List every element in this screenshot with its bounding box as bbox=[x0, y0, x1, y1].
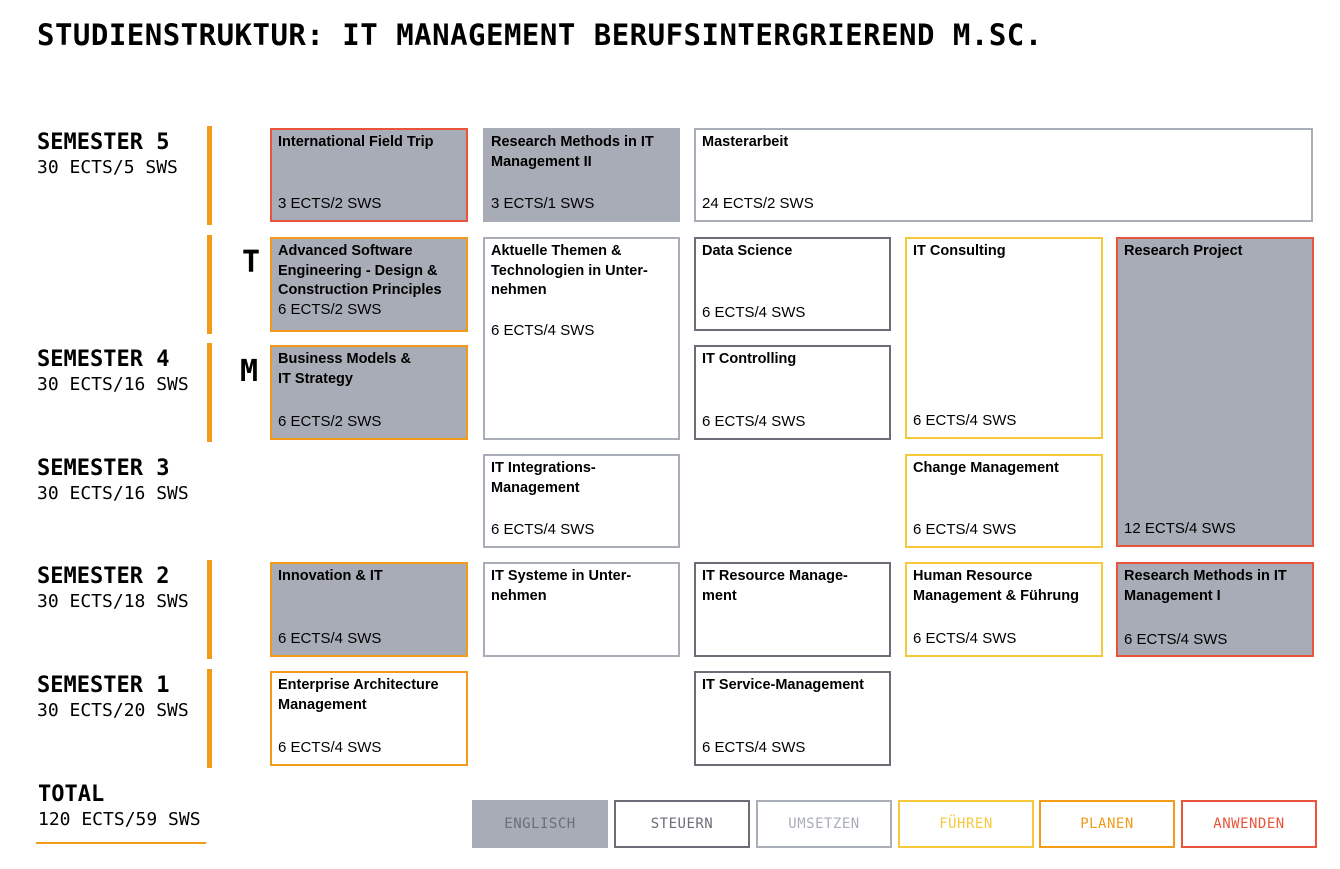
module-title: IT Resource Manage-ment bbox=[702, 568, 848, 604]
semester-name: SEMESTER 3 bbox=[37, 456, 170, 481]
semester-credits: 30 ECTS/16 SWS bbox=[37, 374, 189, 395]
total-credits: 120 ECTS/59 SWS bbox=[38, 809, 201, 830]
module-title: IT Controlling bbox=[702, 351, 797, 367]
module-title: IT Consulting bbox=[913, 243, 1006, 259]
legend-anwenden: ANWENDEN bbox=[1181, 800, 1317, 848]
semester-2-bar bbox=[207, 560, 212, 659]
module-title: Business Models & IT Strategy bbox=[278, 351, 411, 387]
module-title: Masterarbeit bbox=[702, 134, 789, 150]
semester-4-bar-top bbox=[207, 235, 212, 334]
module-research-methods-2 bbox=[483, 128, 680, 222]
module-credits: 6 ECTS/4 SWS bbox=[913, 412, 1017, 429]
module-credits: 6 ECTS/2 SWS bbox=[278, 301, 382, 318]
module-change-management bbox=[905, 454, 1103, 548]
module-title: Aktuelle Themen & Technologien in Unter-nehmen bbox=[491, 243, 648, 298]
module-credits: 3 ECTS/1 SWS bbox=[491, 195, 595, 212]
track-m-label: M bbox=[240, 354, 259, 389]
module-title: Enterprise Architecture Management bbox=[278, 677, 439, 713]
module-human-resource bbox=[905, 562, 1103, 657]
module-business-models bbox=[270, 345, 468, 440]
legend-englisch: ENGLISCH bbox=[472, 800, 608, 848]
module-credits: 6 ECTS/4 SWS bbox=[702, 413, 806, 430]
module-title: Innovation & IT bbox=[278, 568, 383, 584]
module-it-service-management bbox=[694, 671, 891, 766]
module-it-systeme bbox=[483, 562, 680, 657]
total-label bbox=[38, 782, 201, 830]
semester-credits: 30 ECTS/20 SWS bbox=[37, 700, 189, 721]
module-research-project bbox=[1116, 237, 1314, 547]
module-research-methods-1 bbox=[1116, 562, 1314, 657]
module-title: IT Service-Management bbox=[702, 677, 864, 693]
module-it-controlling bbox=[694, 345, 891, 440]
semester-name: SEMESTER 1 bbox=[37, 673, 170, 698]
module-it-consulting bbox=[905, 237, 1103, 439]
module-credits: 6 ECTS/4 SWS bbox=[702, 739, 806, 756]
page-title: STUDIENSTRUKTUR: IT MANAGEMENT BERUFSINTERGRIEREND M.SC. bbox=[37, 18, 1043, 52]
module-aktuelle-themen bbox=[483, 237, 680, 440]
module-title: Change Management bbox=[913, 460, 1059, 476]
semester-credits: 30 ECTS/16 SWS bbox=[37, 483, 189, 504]
module-credits: 6 ECTS/4 SWS bbox=[278, 630, 382, 647]
semester-2-label bbox=[37, 564, 189, 612]
module-title: Research Methods in IT Management II bbox=[491, 134, 654, 170]
semester-1-bar bbox=[207, 669, 212, 768]
semester-credits: 30 ECTS/5 SWS bbox=[37, 157, 178, 178]
module-credits: 6 ECTS/4 SWS bbox=[491, 322, 595, 339]
legend-umsetzen: UMSETZEN bbox=[756, 800, 892, 848]
semester-name: SEMESTER 2 bbox=[37, 564, 170, 589]
module-credits: 6 ECTS/4 SWS bbox=[491, 521, 595, 538]
semester-credits: 30 ECTS/18 SWS bbox=[37, 591, 189, 612]
module-it-resource bbox=[694, 562, 891, 657]
module-credits: 6 ECTS/4 SWS bbox=[913, 521, 1017, 538]
total-underline bbox=[36, 842, 206, 844]
module-masterarbeit bbox=[694, 128, 1313, 222]
semester-5-bar bbox=[207, 126, 212, 225]
module-title: Research Methods in IT Management I bbox=[1124, 568, 1287, 604]
module-data-science bbox=[694, 237, 891, 331]
semester-5-label bbox=[37, 130, 178, 178]
legend-fuehren: FÜHREN bbox=[898, 800, 1034, 848]
module-innovation-it bbox=[270, 562, 468, 657]
module-title: Human Resource Management & Führung bbox=[913, 568, 1079, 604]
track-t-label: T bbox=[242, 245, 261, 280]
semester-4-bar-bottom bbox=[207, 343, 212, 442]
module-international-field-trip bbox=[270, 128, 468, 222]
module-enterprise-architecture bbox=[270, 671, 468, 766]
module-credits: 6 ECTS/4 SWS bbox=[702, 304, 806, 321]
module-credits: 6 ECTS/4 SWS bbox=[1124, 631, 1228, 648]
semester-4-label bbox=[37, 347, 189, 395]
module-title: Research Project bbox=[1124, 243, 1243, 259]
module-title: IT Systeme in Unter-nehmen bbox=[491, 568, 632, 604]
module-title: IT Integrations-Management bbox=[491, 460, 596, 496]
module-credits: 6 ECTS/2 SWS bbox=[278, 413, 382, 430]
semester-name: SEMESTER 4 bbox=[37, 347, 170, 372]
module-title: International Field Trip bbox=[278, 134, 434, 150]
module-credits: 6 ECTS/4 SWS bbox=[278, 739, 382, 756]
module-credits: 24 ECTS/2 SWS bbox=[702, 195, 814, 212]
module-it-integrations bbox=[483, 454, 680, 548]
semester-1-label bbox=[37, 673, 189, 721]
module-title: Data Science bbox=[702, 243, 793, 259]
total-title: TOTAL bbox=[38, 782, 105, 807]
legend-planen: PLANEN bbox=[1039, 800, 1175, 848]
semester-name: SEMESTER 5 bbox=[37, 130, 170, 155]
module-credits: 6 ECTS/4 SWS bbox=[913, 630, 1017, 647]
semester-3-label bbox=[37, 456, 189, 504]
module-advanced-software-engineering bbox=[270, 237, 468, 332]
module-title: Advanced Software Engineering - Design & Construction Principles bbox=[278, 243, 442, 298]
legend-steuern: STEUERN bbox=[614, 800, 750, 848]
module-credits: 12 ECTS/4 SWS bbox=[1124, 520, 1236, 537]
module-credits: 3 ECTS/2 SWS bbox=[278, 195, 382, 212]
